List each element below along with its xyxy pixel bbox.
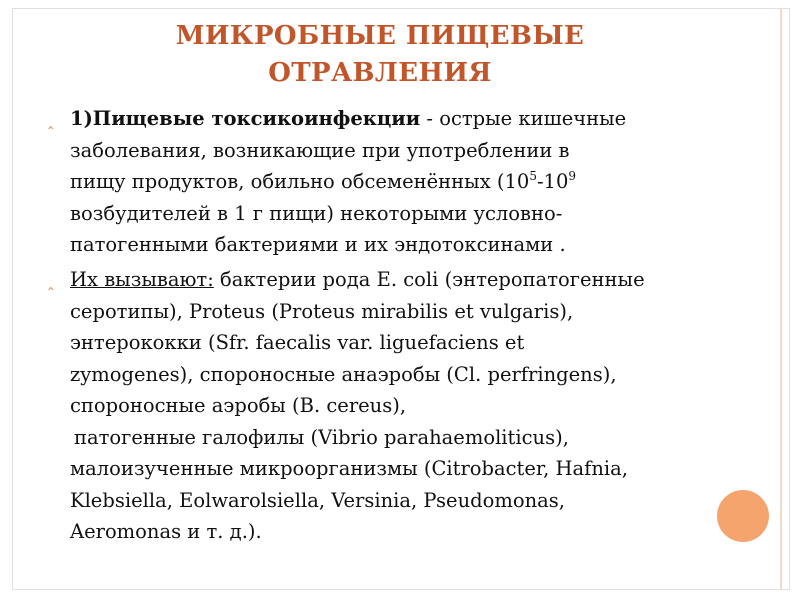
exponent-9: 9 — [568, 169, 577, 183]
p1-line5: патогенными бактериями и их эндотоксинами . — [70, 233, 566, 256]
title-line-2: ОТРАВЛЕНИЯ — [268, 58, 492, 88]
right-decorative-rule — [780, 8, 782, 590]
arrow-bullet-icon: ‸ — [48, 110, 54, 129]
paragraph-toxicoinfections — [70, 103, 710, 261]
p2-line9: Aeromonas и т. д.). — [70, 520, 262, 543]
p1-line3-mid: -10 — [536, 170, 569, 193]
p2-line1-rest: бактерии рода E. coli (энтеропатогенные — [213, 268, 645, 291]
slide-title — [40, 18, 720, 92]
paragraph-causative-agents — [70, 264, 720, 548]
p2-line3: энтерококки (Sfr. faecalis var. liguefaciens et — [70, 331, 525, 354]
p2-line6: патогенные галофилы (Vibrio parahaemoliticus), — [74, 425, 569, 449]
exponent-5: 5 — [529, 169, 537, 183]
term-food-toxicoinfections: 1)Пищевые токсикоинфекции — [70, 107, 421, 130]
p1-line3-pre: пищу продуктов, обильно обсеменённых (10 — [70, 170, 530, 193]
p2-line8: Klebsiella, Eolwarolsiella, Versinia, Pseudomonas, — [70, 488, 565, 512]
p2-line5: спороносные аэробы (B. cereus), — [70, 394, 407, 417]
arrow-bullet-icon: ‸ — [48, 271, 54, 290]
lead-they-are-caused-by: Их вызывают: — [70, 268, 214, 291]
p1-line4: возбудителей в 1 г пищи) некоторыми условно- — [70, 201, 563, 225]
orange-circle-decoration — [717, 490, 769, 542]
p1-line2: заболевания, возникающие при употреблении в — [70, 138, 570, 162]
p2-line2: серотипы), Proteus (Proteus mirabilis et vulgaris), — [70, 299, 574, 323]
title-line-1: МИКРОБНЫЕ ПИЩЕВЫЕ — [175, 21, 585, 51]
p2-line7: малоизученные микроорганизмы (Citrobacter, Hafnia, — [70, 457, 628, 480]
p2-line4: zymogenes), спороносные анаэробы (Cl. perfringens), — [70, 362, 617, 386]
p1-line1-rest: - острые кишечные — [420, 107, 627, 130]
